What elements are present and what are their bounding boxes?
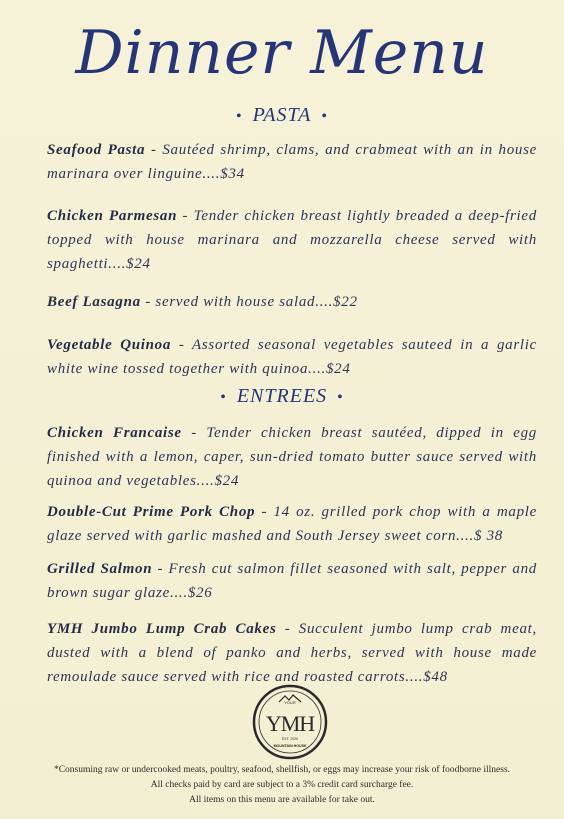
footer-disclaimer: *Consuming raw or undercooked meats, poultry, seafood, shellfish, or eggs may increase your risk of foodborne illness. — [53, 765, 511, 775]
separator: - — [140, 294, 156, 310]
menu-item-chicken-francaise — [47, 421, 537, 493]
menu-item-description: served with house salad....$22 — [155, 294, 358, 310]
separator: - — [152, 561, 169, 577]
section-heading-entrees — [0, 385, 564, 408]
bullet-icon: • — [220, 389, 227, 406]
menu-item-description: Sautéed shrimp, clams, and crabmeat with an in house marinara over linguine....$34 — [47, 142, 537, 182]
menu-item-description: Succulent jumbo lump crab meat, dusted with a blend of panko and herbs, served with house made remoulade sauce served with rice and roasted carrots....$48 — [47, 621, 537, 685]
menu-item-name: Grilled Salmon — [47, 561, 153, 577]
menu-item-description: Assorted seasonal vegetables sauteed in a garlic white wine tossed together with quinoa....$24 — [47, 337, 537, 377]
menu-item-name: Beef Lasagna — [47, 294, 141, 310]
section-heading-pasta — [0, 104, 564, 127]
menu-item-name: Double-Cut Prime Pork Chop — [47, 504, 256, 520]
footer-surcharge: All checks paid by card are subject to a 3% credit card surcharge fee. — [150, 780, 414, 790]
logo-top-text: YOUR — [284, 700, 296, 705]
separator: - — [145, 142, 163, 158]
footer-takeout: All items on this menu are available for take out. — [189, 795, 375, 805]
menu-item-pork-chop — [47, 500, 537, 548]
menu-item-name: Vegetable Quinoa — [47, 337, 172, 353]
separator: - — [181, 425, 207, 441]
menu-item-crab-cakes — [47, 617, 537, 689]
bullet-icon: • — [236, 108, 243, 125]
logo-letters: YMH — [265, 711, 315, 736]
menu-item-name: Chicken Parmesan — [47, 208, 178, 224]
logo-est: EST. 2020 — [281, 737, 299, 741]
menu-item-name: YMH Jumbo Lump Crab Cakes — [47, 621, 277, 637]
menu-item-grilled-salmon — [47, 557, 537, 605]
logo-bottom-text: MOUNTAIN HOUSE — [273, 744, 307, 748]
menu-item-vegetable-quinoa — [47, 333, 537, 381]
menu-item-seafood-pasta — [47, 138, 537, 186]
bullet-icon: • — [337, 389, 344, 406]
menu-item-description: Tender chicken breast sautéed, dipped in egg finished with a lemon, caper, sun-dried tomato butter sauce served with quinoa and vegetables....$24 — [47, 425, 537, 489]
menu-item-description: Fresh cut salmon fillet seasoned with salt, pepper and brown sugar glaze....$26 — [47, 561, 537, 601]
menu-item-name: Seafood Pasta — [47, 142, 146, 158]
menu-item-name: Chicken Francaise — [47, 425, 182, 441]
menu-item-chicken-parmesan — [47, 204, 537, 276]
menu-item-description: Tender chicken breast lightly breaded a deep-fried topped with house marinara and mozzarella cheese served with spaghetti....$24 — [47, 208, 537, 272]
ymh-logo — [252, 684, 328, 760]
separator: - — [255, 504, 274, 520]
bullet-icon: • — [321, 108, 328, 125]
menu-item-beef-lasagna — [47, 290, 537, 314]
separator: - — [276, 621, 299, 637]
separator: - — [171, 337, 193, 353]
section-heading-label: PASTA — [252, 104, 312, 126]
section-heading-label: ENTREES — [236, 385, 328, 407]
separator: - — [177, 208, 194, 224]
menu-item-description: 14 oz. grilled pork chop with a maple glaze served with garlic mashed and South Jersey sweet corn....$ 38 — [47, 504, 537, 544]
page-title: Dinner Menu — [75, 18, 489, 88]
